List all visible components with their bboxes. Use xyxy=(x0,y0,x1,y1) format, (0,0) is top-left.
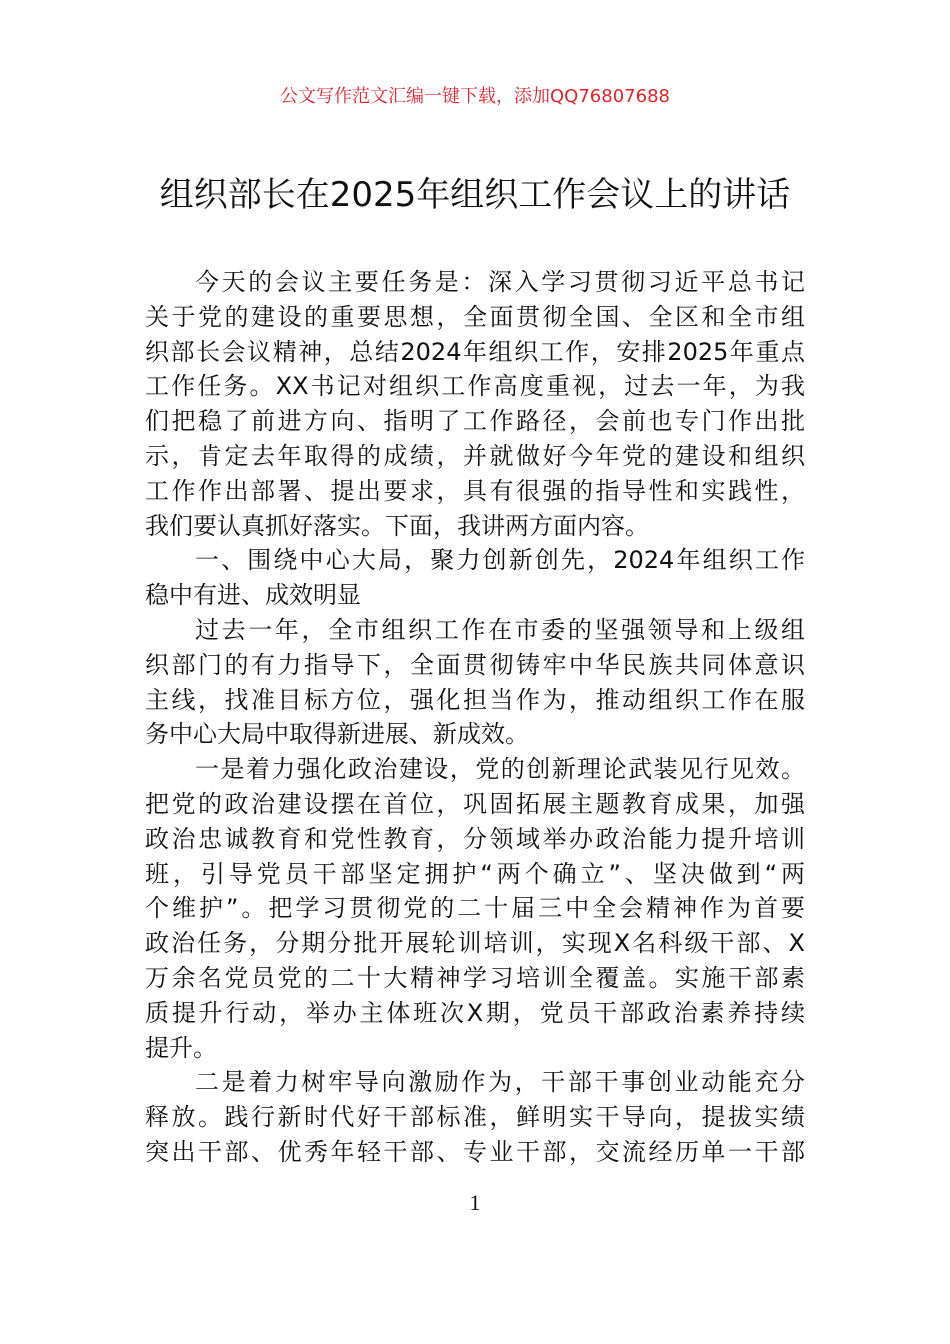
text-line: 把党的政治建设摆在首位，巩固拓展主题教育成果，加强 xyxy=(145,789,805,818)
text-line: 稳中有进、成效明显 xyxy=(145,581,361,610)
text-line: 二是着力树牢导向激励作为，干部干事创业动能充分 xyxy=(195,1068,805,1097)
text-line: 关于党的建设的重要思想，全面贯彻全国、全区和全市组 xyxy=(145,302,805,331)
page-number: 1 xyxy=(469,1190,481,1215)
text-line: 主线，找准目标方位，强化担当作为，推动组织工作在服 xyxy=(145,685,805,714)
paragraph xyxy=(145,752,805,1065)
promo-header: 公文写作范文汇编一键下载，添加QQ76807688 xyxy=(280,86,670,107)
document-body xyxy=(145,265,805,1170)
paragraph xyxy=(145,613,805,752)
text-line: 们把稳了前进方向、指明了工作路径，会前也专门作出批 xyxy=(145,407,805,436)
text-line: 我们要认真抓好落实。下面，我讲两方面内容。 xyxy=(145,511,649,540)
text-line: 班，引导党员干部坚定拥护“两个确立”、坚决做到“两 xyxy=(145,859,805,888)
paragraph xyxy=(145,1065,805,1169)
document-title: 组织部长在2025年组织工作会议上的讲话 xyxy=(159,175,791,215)
text-line: 一是着力强化政治建设，党的创新理论武装见行见效。 xyxy=(195,755,805,784)
section-heading xyxy=(145,543,805,613)
text-line: 示，肯定去年取得的成绩，并就做好今年党的建设和组织 xyxy=(145,441,805,470)
text-line: 今天的会议主要任务是：深入学习贯彻习近平总书记 xyxy=(195,268,805,296)
text-line: 政治忠诚教育和党性教育，分领域举办政治能力提升培训 xyxy=(145,824,805,853)
text-line: 织部门的有力指导下，全面贯彻铸牢中华民族共同体意识 xyxy=(145,650,805,679)
text-line: 突出干部、优秀年轻干部、专业干部，交流经历单一干部 xyxy=(145,1137,805,1166)
text-line: 政治任务，分期分批开展轮训培训，实现X名科级干部、X xyxy=(145,929,805,958)
text-line: 一、围绕中心大局，聚力创新创先，2024年组织工作 xyxy=(195,546,805,575)
text-line: 工作任务。XX书记对组织工作高度重视，过去一年，为我 xyxy=(145,372,805,401)
text-line: 务中心大局中取得新进展、新成效。 xyxy=(145,720,529,749)
text-line: 提升。 xyxy=(145,1033,217,1062)
text-line: 万余名党员党的二十大精神学习培训全覆盖。实施干部素 xyxy=(145,963,805,992)
text-line: 个维护”。把学习贯彻党的二十届三中全会精神作为首要 xyxy=(145,894,805,923)
paragraph xyxy=(145,265,805,543)
text-line: 质提升行动，举办主体班次X期，党员干部政治素养持续 xyxy=(145,998,805,1027)
text-line: 织部长会议精神，总结2024年组织工作，安排2025年重点 xyxy=(145,337,805,366)
text-line: 释放。践行新时代好干部标准，鲜明实干导向，提拔实绩 xyxy=(145,1103,805,1132)
text-line: 工作作出部署、提出要求，具有很强的指导性和实践性， xyxy=(145,476,805,505)
text-line: 过去一年，全市组织工作在市委的坚强领导和上级组 xyxy=(195,615,805,644)
